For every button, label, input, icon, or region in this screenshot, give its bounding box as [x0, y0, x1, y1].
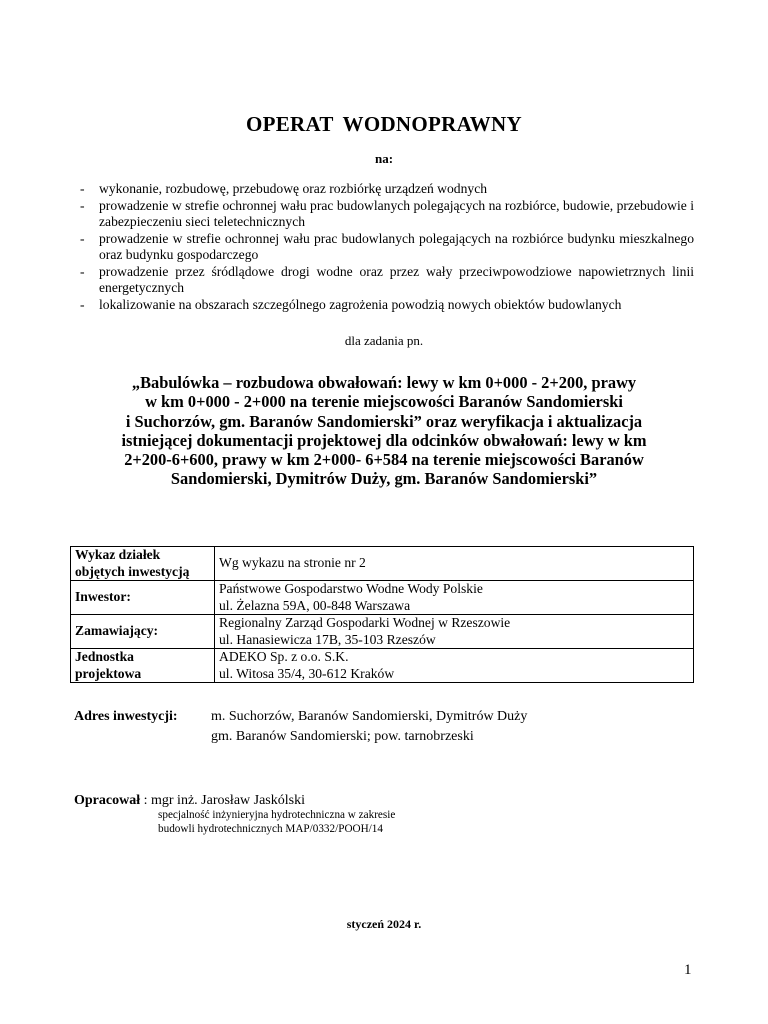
- address-line: m. Suchorzów, Baranów Sandomierski, Dymitrów Duży: [211, 709, 528, 724]
- table-value-line: ul. Witosa 35/4, 30-612 Kraków: [219, 665, 395, 681]
- list-item: [75, 231, 694, 264]
- table-label-cell: [71, 581, 215, 615]
- table-value-line: ul. Żelazna 59A, 00-848 Warszawa: [219, 597, 411, 613]
- table-row: [71, 581, 694, 615]
- document-title: OPERAT WODNOPRAWNY: [245, 112, 522, 136]
- investment-address-value: [211, 707, 527, 747]
- project-title-line: w km 0+000 - 2+000 na terenie miejscowości Baranów Sandomierski: [145, 392, 623, 412]
- table-label-line: Jednostka: [75, 649, 134, 664]
- table-value-line: Wg wykazu na stronie nr 2: [219, 555, 366, 571]
- table-value-cell: [215, 649, 694, 683]
- scope-list: [75, 181, 694, 313]
- project-title-line: „Babulówka – rozbudowa obwałowań: lewy w km 0+000 - 2+200, prawy: [131, 373, 637, 392]
- na-label: na:: [374, 151, 394, 166]
- task-intro: dla zadania pn.: [344, 333, 424, 348]
- table-label-cell: [71, 649, 215, 683]
- table-label-line: Zamawiający:: [75, 623, 159, 639]
- prepared-by-name: : mgr inż. Jarosław Jaskólski: [140, 793, 305, 808]
- investment-address-label: Adres inwestycji:: [74, 709, 178, 724]
- table-label-line: objętych inwestycją: [75, 563, 190, 579]
- project-title-line: i Suchorzów, gm. Baranów Sandomierski” oraz weryfikacja i aktualizacja: [125, 411, 643, 431]
- list-dash: -: [80, 296, 85, 312]
- project-title-line: 2+200-6+600, prawy w km 2+000- 6+584 na terenie miejscowości Baranów: [124, 450, 644, 470]
- prepared-by-qualification: [158, 809, 395, 836]
- table-label-cell: [71, 615, 215, 649]
- project-title-line: istniejącej dokumentacji projektowej dla odcinków obwałowań: lewy w km: [121, 430, 647, 450]
- document-date: styczeń 2024 r.: [346, 917, 422, 931]
- table-value-line: Regionalny Zarząd Gospodarki Wodnej w Rzeszowie: [219, 615, 511, 630]
- list-item: [75, 198, 694, 231]
- table-label-line: Wykaz działek: [75, 547, 161, 562]
- table-label-line: projektowa: [75, 665, 142, 681]
- table-label-line: Inwestor:: [75, 589, 131, 605]
- list-dash: -: [80, 263, 85, 279]
- page-number: 1: [684, 962, 692, 978]
- prepared-by: [74, 792, 396, 835]
- list-item-text: prowadzenie przez śródlądowe drogi wodne oraz przez wały przeciwpowodziowe napowietrznych linii energetycznych: [99, 263, 694, 295]
- table-value-line: Państwowe Gospodarstwo Wodne Wody Polskie: [219, 581, 483, 596]
- table-value-line: ul. Hanasiewicza 17B, 35-103 Rzeszów: [219, 631, 436, 647]
- table-row: [71, 615, 694, 649]
- qualification-line: specjalność inżynieryjna hydrotechniczna w zakresie: [158, 809, 396, 821]
- project-title: [60, 373, 708, 489]
- list-dash: -: [80, 230, 85, 246]
- project-info-table: [70, 546, 694, 683]
- prepared-by-label: Opracował: [74, 793, 141, 808]
- project-title-line: Sandomierski, Dymitrów Duży, gm. Baranów Sandomierski”: [170, 469, 598, 489]
- list-dash: -: [80, 181, 85, 196]
- table-label-cell: [71, 547, 215, 581]
- list-dash: -: [80, 197, 85, 213]
- table-row: [71, 649, 694, 683]
- list-item: [75, 181, 694, 198]
- list-item-text: prowadzenie w strefie ochronnej wału prac budowlanych polegających na rozbiórce budynku mieszkalnego oraz budynku gospodarczego: [99, 230, 694, 262]
- address-line: gm. Baranów Sandomierski; pow. tarnobrzeski: [211, 729, 474, 744]
- table-row: [71, 547, 694, 581]
- table-value-cell: [215, 615, 694, 649]
- table-value-cell: [215, 581, 694, 615]
- list-item-text: lokalizowanie na obszarach szczególnego zagrożenia powodzią nowych obiektów budowlanych: [99, 296, 622, 312]
- list-item-text: wykonanie, rozbudowę, przebudowę oraz rozbiórkę urządzeń wodnych: [99, 181, 488, 196]
- list-item: [75, 264, 694, 297]
- list-item-text: prowadzenie w strefie ochronnej wału prac budowlanych polegających na rozbiórce, budowie, przebudowie i zabezpieczeniu sieci teletechnicznych: [99, 197, 694, 229]
- qualification-line: budowli hydrotechnicznych MAP/0332/POOH/14: [158, 822, 383, 835]
- list-item: [75, 297, 694, 314]
- table-value-cell: [215, 547, 694, 581]
- table-value-line: ADEKO Sp. z o.o. S.K.: [219, 649, 349, 664]
